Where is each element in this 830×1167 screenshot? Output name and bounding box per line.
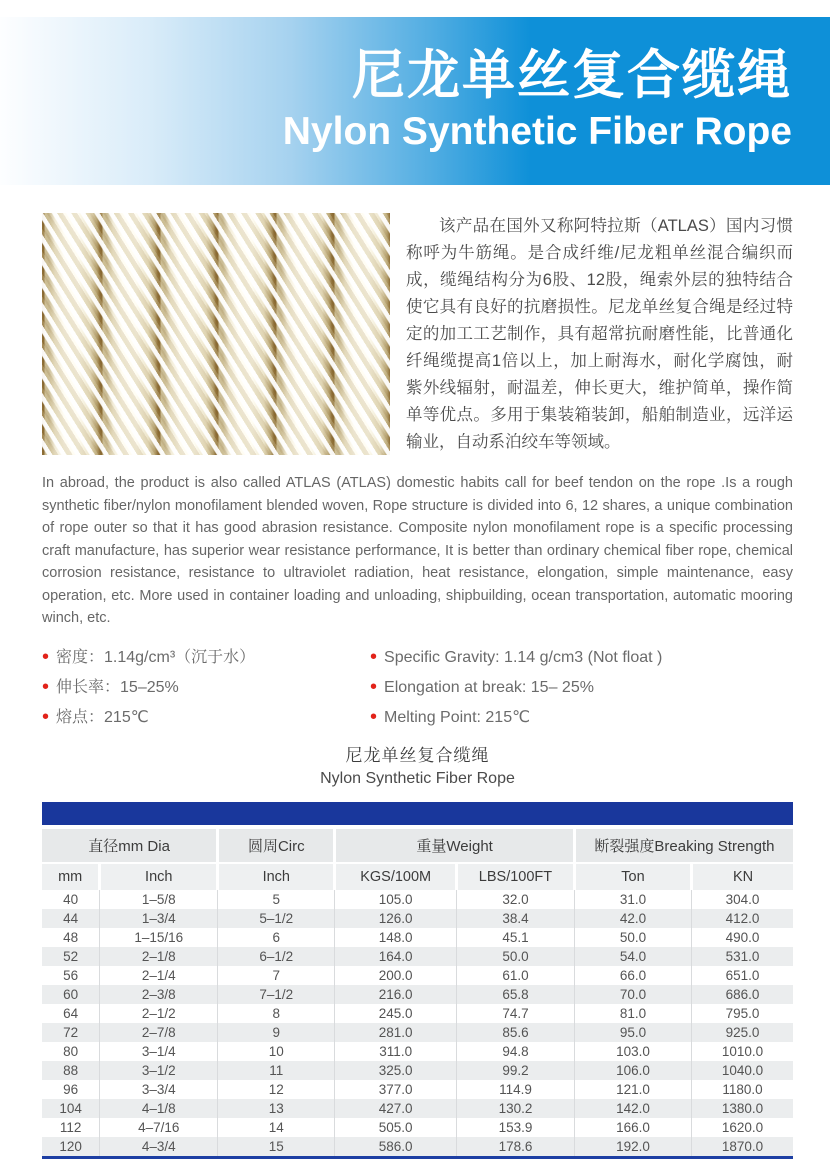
table-cell: 95.0 xyxy=(574,1023,691,1042)
table-header-groups xyxy=(42,829,793,863)
page-title-en: Nylon Synthetic Fiber Rope xyxy=(282,110,792,153)
rope-photo xyxy=(42,213,390,455)
table-cell: 1870.0 xyxy=(721,1138,764,1154)
table-cell: 148.0 xyxy=(335,928,457,947)
table-row xyxy=(42,985,793,1004)
table-cell: 2–1/8 xyxy=(100,947,218,966)
table-cell: 3–3/4 xyxy=(100,1080,218,1099)
spec-table xyxy=(42,829,793,1156)
table-cell: 505.0 xyxy=(335,1118,457,1137)
table-cell: 60 xyxy=(42,985,100,1004)
table-cell: 50.0 xyxy=(574,928,691,947)
table-cell: 200.0 xyxy=(335,966,457,985)
table-row xyxy=(42,1080,793,1099)
table-row xyxy=(42,1099,793,1118)
table-cell: 130.2 xyxy=(457,1099,575,1118)
table-cell: 5–1/2 xyxy=(218,909,335,928)
table-row xyxy=(42,1137,793,1156)
table-cell: 44 xyxy=(42,909,100,928)
table-cell: 54.0 xyxy=(574,947,691,966)
table-cell: 1010.0 xyxy=(721,1043,764,1059)
col-header-ton: Ton xyxy=(574,863,691,890)
table-cell: 12 xyxy=(218,1080,335,1099)
table-cell: 94.8 xyxy=(457,1042,575,1061)
table-cell: 1–15/16 xyxy=(100,928,218,947)
table-bottom-rule xyxy=(42,1156,793,1159)
table-cell: 74.7 xyxy=(457,1004,575,1023)
table-cell: 245.0 xyxy=(335,1004,457,1023)
specs-section xyxy=(42,642,793,732)
table-cell: 1620.0 xyxy=(721,1119,764,1135)
table-cell: 104 xyxy=(42,1099,100,1118)
col-header-dia-inch: Inch xyxy=(100,863,218,890)
specs-list-en xyxy=(370,642,662,732)
table-cell: 45.1 xyxy=(457,928,575,947)
table-row xyxy=(42,928,793,947)
table-top-bar xyxy=(42,802,793,825)
table-cell: 142.0 xyxy=(574,1099,691,1118)
table-cell: 106.0 xyxy=(574,1061,691,1080)
table-cell: 72 xyxy=(42,1023,100,1042)
table-cell: 66.0 xyxy=(574,966,691,985)
table-cell: 10 xyxy=(218,1042,335,1061)
col-group-weight: 重量Weight xyxy=(335,829,575,863)
table-cell: 126.0 xyxy=(335,909,457,928)
table-cell: 65.8 xyxy=(457,985,575,1004)
table-cell: 81.0 xyxy=(574,1004,691,1023)
table-cell: 31.0 xyxy=(574,890,691,909)
table-cell: 1–5/8 xyxy=(100,890,218,909)
spec-item-melting-zh: • 熔点：215℃ xyxy=(42,702,370,732)
table-row xyxy=(42,1061,793,1080)
spec-item-density-en: • Specific Gravity: 1.14 g/cm3 (Not float ) xyxy=(370,642,662,672)
table-cell: 304.0 xyxy=(725,891,760,907)
table-cell: 1–3/4 xyxy=(100,909,218,928)
table-cell: 11 xyxy=(218,1061,335,1080)
table-body xyxy=(42,890,793,1156)
table-cell: 6 xyxy=(218,928,335,947)
table-title xyxy=(42,744,793,790)
table-cell: 795.0 xyxy=(725,1005,760,1021)
table-cell: 377.0 xyxy=(335,1080,457,1099)
table-cell: 42.0 xyxy=(574,909,691,928)
table-cell: 85.6 xyxy=(457,1023,575,1042)
table-cell: 7–1/2 xyxy=(218,985,335,1004)
table-row xyxy=(42,947,793,966)
table-cell: 4–3/4 xyxy=(100,1137,218,1156)
table-cell: 2–1/2 xyxy=(100,1004,218,1023)
table-cell: 1180.0 xyxy=(722,1081,763,1097)
intro-section xyxy=(42,213,793,456)
table-cell: 925.0 xyxy=(725,1024,760,1040)
col-group-circumference: 圆周Circ xyxy=(218,829,335,863)
table-cell: 105.0 xyxy=(335,890,457,909)
table-cell: 651.0 xyxy=(725,967,760,983)
table-cell: 32.0 xyxy=(457,890,575,909)
table-cell: 490.0 xyxy=(725,929,760,945)
table-cell: 427.0 xyxy=(335,1099,457,1118)
col-header-mm: mm xyxy=(42,863,100,890)
table-cell: 178.6 xyxy=(457,1137,575,1156)
table-cell: 281.0 xyxy=(335,1023,457,1042)
table-cell: 325.0 xyxy=(335,1061,457,1080)
col-group-breaking-strength: 断裂强度Breaking Strength xyxy=(574,829,793,863)
table-cell: 2–3/8 xyxy=(100,985,218,1004)
table-cell: 412.0 xyxy=(725,910,760,926)
table-cell: 121.0 xyxy=(574,1080,691,1099)
page-content xyxy=(0,213,830,1159)
table-cell: 3–1/4 xyxy=(100,1042,218,1061)
table-cell: 4–7/16 xyxy=(100,1118,218,1137)
table-cell: 50.0 xyxy=(457,947,575,966)
table-row xyxy=(42,1023,793,1042)
table-cell: 96 xyxy=(42,1080,100,1099)
table-cell: 153.9 xyxy=(457,1118,575,1137)
table-cell: 2–1/4 xyxy=(100,966,218,985)
table-row xyxy=(42,909,793,928)
table-cell: 14 xyxy=(218,1118,335,1137)
table-cell: 531.0 xyxy=(725,948,760,964)
intro-paragraph-zh: 该产品在国外又称阿特拉斯（ATLAS）国内习惯称呼为牛筋绳。是合成纤维/尼龙粗单丝混合编织而成，缆绳结构分为6股、12股，绳索外层的独特结合使它具有良好的抗磨损性。尼龙单丝复合绳是经过特定的加工工艺制作，具有超常抗耐磨性能，比普通化纤绳缆提高1倍以上，加上耐海水，耐化学腐蚀，耐紫外线辐射，耐温差，伸长更大，维护简单，操作简单等优点。多用于集装箱装卸，船舶制造业，远洋运输业，自动系泊绞车等领域。 xyxy=(406,217,793,451)
table-row xyxy=(42,890,793,909)
table-cell: 9 xyxy=(218,1023,335,1042)
table-cell: 80 xyxy=(42,1042,100,1061)
table-cell: 70.0 xyxy=(574,985,691,1004)
table-cell: 8 xyxy=(218,1004,335,1023)
table-title-en: Nylon Synthetic Fiber Rope xyxy=(320,769,515,787)
table-cell: 586.0 xyxy=(335,1137,457,1156)
table-cell: 5 xyxy=(218,890,335,909)
table-cell: 61.0 xyxy=(457,966,575,985)
table-cell: 38.4 xyxy=(457,909,575,928)
table-cell: 52 xyxy=(42,947,100,966)
table-cell: 311.0 xyxy=(335,1042,457,1061)
spec-item-density-zh: • 密度：1.14g/cm³（沉于水） xyxy=(42,642,370,672)
table-cell: 1380.0 xyxy=(721,1100,764,1116)
table-cell: 1040.0 xyxy=(721,1062,764,1078)
table-cell: 112 xyxy=(42,1118,100,1137)
intro-paragraph-en: In abroad, the product is also called ATLAS (ATLAS) domestic habits call for beef tendon on the rope .Is a rough synthetic fiber/nylon monofilament blended woven, Rope structure is divided into 6, 12 shares, a unique combination of rope outer so that it has good abrasion resistance. Composite nylon monofilament rope is a specific processing craft manufacture, has superior wear resistance performance, It is better than ordinary chemical fiber rope, chemical corrosion resistance, resistance to ultraviolet radiation, heat resistance, elongation, simple maintenance, easy operation, etc. More used in container loading and unloading, shipbuilding, ocean transportation, automatic mooring winch, etc. xyxy=(42,475,793,626)
spec-item-melting-en: • Melting Point: 215℃ xyxy=(370,702,662,732)
table-cell: 64 xyxy=(42,1004,100,1023)
table-row xyxy=(42,1042,793,1061)
table-cell: 15 xyxy=(218,1137,335,1156)
spec-item-elongation-en: • Elongation at break: 15– 25% xyxy=(370,672,662,702)
table-row xyxy=(42,1118,793,1137)
table-cell: 192.0 xyxy=(574,1137,691,1156)
table-cell: 686.0 xyxy=(725,986,760,1002)
table-row xyxy=(42,1004,793,1023)
table-cell: 56 xyxy=(42,966,100,985)
table-cell: 4–1/8 xyxy=(100,1099,218,1118)
table-cell: 88 xyxy=(42,1061,100,1080)
table-cell: 3–1/2 xyxy=(100,1061,218,1080)
header-banner xyxy=(0,17,830,185)
table-cell: 48 xyxy=(42,928,100,947)
table-cell: 13 xyxy=(218,1099,335,1118)
table-cell: 114.9 xyxy=(457,1080,575,1099)
col-header-kgs: KGS/100M xyxy=(335,863,457,890)
table-cell: 166.0 xyxy=(574,1118,691,1137)
col-header-circ-inch: Inch xyxy=(218,863,335,890)
table-cell: 7 xyxy=(218,966,335,985)
table-cell: 164.0 xyxy=(335,947,457,966)
table-cell: 2–7/8 xyxy=(100,1023,218,1042)
table-cell: 216.0 xyxy=(335,985,457,1004)
table-row xyxy=(42,966,793,985)
col-header-kn: KN xyxy=(692,863,793,890)
specs-list-zh xyxy=(42,642,370,732)
table-cell: 99.2 xyxy=(457,1061,575,1080)
table-cell: 120 xyxy=(42,1137,100,1156)
table-cell: 6–1/2 xyxy=(218,947,335,966)
table-cell: 40 xyxy=(42,890,100,909)
col-header-lbs: LBS/100FT xyxy=(457,863,575,890)
table-cell: 103.0 xyxy=(574,1042,691,1061)
spec-item-elongation-zh: • 伸长率：15–25% xyxy=(42,672,370,702)
table-title-zh: 尼龙单丝复合缆绳 xyxy=(345,745,490,765)
col-group-diameter: 直径mm Dia xyxy=(42,829,218,863)
table-header-units xyxy=(42,863,793,890)
page-title-zh: 尼龙单丝复合缆绳 xyxy=(352,46,792,105)
